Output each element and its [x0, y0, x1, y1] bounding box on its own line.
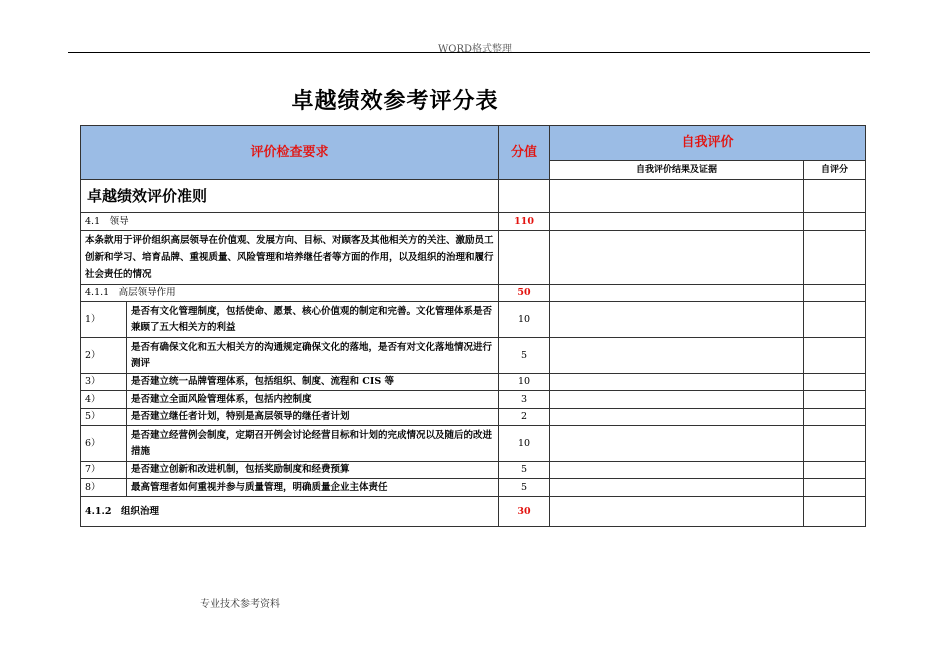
table-row	[81, 409, 866, 426]
row-score: 10	[499, 374, 550, 391]
row-score: 5	[499, 338, 550, 374]
row-score: 10	[499, 302, 550, 338]
self-score-cell[interactable]	[804, 479, 866, 497]
row-number: 1）	[81, 302, 127, 338]
col-header-self-result: 自我评价结果及证据	[550, 161, 804, 180]
row-requirement: 是否有确保文化和五大相关方的沟通规定确保文化的落地，是否有对文化落地情况进行测评	[127, 338, 499, 374]
table-row	[81, 391, 866, 409]
row-number: 7）	[81, 462, 127, 479]
table-row	[81, 479, 866, 497]
table-row	[81, 338, 866, 374]
self-result-cell[interactable]	[550, 479, 804, 497]
self-result-cell[interactable]	[550, 497, 804, 527]
page-title: 卓越绩效参考评分表	[291, 89, 499, 114]
self-result-cell[interactable]	[550, 391, 804, 409]
page-footer-text: 专业技术参考资料	[200, 599, 280, 610]
row-requirement: 是否建立统一品牌管理体系，包括组织、制度、流程和 CIS 等	[127, 374, 499, 391]
item-4-1-description: 本条款用于评价组织高层领导在价值观、发展方向、目标、对顾客及其他相关方的关注、激励员工创新和学习、培育品牌、重视质量、风险管理和培养继任者等方面的作用，以及组织的治理和履行社会责任的情况	[81, 231, 499, 285]
self-result-cell[interactable]	[550, 374, 804, 391]
section-title: 卓越绩效评价准则	[81, 180, 499, 213]
item-4-1-1-score: 50	[499, 285, 550, 302]
self-result-cell[interactable]	[550, 462, 804, 479]
row-number: 2）	[81, 338, 127, 374]
self-result-cell[interactable]	[550, 426, 804, 462]
row-requirement: 是否建立创新和改进机制，包括奖励制度和经费预算	[127, 462, 499, 479]
col-header-requirement: 评价检查要求	[81, 126, 499, 180]
table-row	[81, 426, 866, 462]
self-score-cell[interactable]	[804, 426, 866, 462]
self-score-cell[interactable]	[804, 497, 866, 527]
table-row	[81, 302, 866, 338]
self-score-cell[interactable]	[804, 213, 866, 231]
self-result-cell[interactable]	[550, 231, 804, 285]
col-header-self-score: 自评分	[804, 161, 866, 180]
self-score-cell[interactable]	[804, 302, 866, 338]
item-4-1-1-label: 4.1.1 高层领导作用	[81, 285, 499, 302]
row-requirement: 是否有文化管理制度，包括使命、愿景、核心价值观的制定和完善。文化管理体系是否兼顾了五大相关方的利益	[127, 302, 499, 338]
row-number: 3）	[81, 374, 127, 391]
row-requirement: 最高管理者如何重视并参与质量管理，明确质量企业主体责任	[127, 479, 499, 497]
score-table	[80, 125, 866, 527]
row-number: 5）	[81, 409, 127, 426]
row-score: 5	[499, 479, 550, 497]
item-4-1-2-score: 30	[499, 497, 550, 527]
self-score-cell[interactable]	[804, 338, 866, 374]
table-row	[81, 374, 866, 391]
col-header-self-eval: 自我评价	[550, 126, 866, 161]
item-4-1-label: 4.1 领导	[81, 213, 499, 231]
self-score-cell[interactable]	[804, 180, 866, 213]
row-number: 4）	[81, 391, 127, 409]
self-result-cell[interactable]	[550, 338, 804, 374]
score-cell	[499, 180, 550, 213]
self-score-cell[interactable]	[804, 285, 866, 302]
self-result-cell[interactable]	[550, 180, 804, 213]
row-score: 3	[499, 391, 550, 409]
self-result-cell[interactable]	[550, 409, 804, 426]
item-4-1-2-label: 4.1.2 组织治理	[81, 497, 499, 527]
row-number: 6）	[81, 426, 127, 462]
self-result-cell[interactable]	[550, 302, 804, 338]
self-score-cell[interactable]	[804, 462, 866, 479]
self-score-cell[interactable]	[804, 231, 866, 285]
row-requirement: 是否建立继任者计划，特别是高层领导的继任者计划	[127, 409, 499, 426]
page-header-text: WORD格式整理	[437, 44, 513, 55]
score-cell	[499, 231, 550, 285]
self-score-cell[interactable]	[804, 374, 866, 391]
table-row	[81, 462, 866, 479]
row-requirement: 是否建立经营例会制度，定期召开例会讨论经营目标和计划的完成情况以及随后的改进措施	[127, 426, 499, 462]
col-header-score: 分值	[499, 126, 550, 180]
self-result-cell[interactable]	[550, 285, 804, 302]
self-score-cell[interactable]	[804, 409, 866, 426]
header-divider	[68, 52, 870, 53]
self-result-cell[interactable]	[550, 213, 804, 231]
row-score: 5	[499, 462, 550, 479]
self-score-cell[interactable]	[804, 391, 866, 409]
item-4-1-score: 110	[499, 213, 550, 231]
row-number: 8）	[81, 479, 127, 497]
row-score: 10	[499, 426, 550, 462]
row-requirement: 是否建立全面风险管理体系，包括内控制度	[127, 391, 499, 409]
row-score: 2	[499, 409, 550, 426]
